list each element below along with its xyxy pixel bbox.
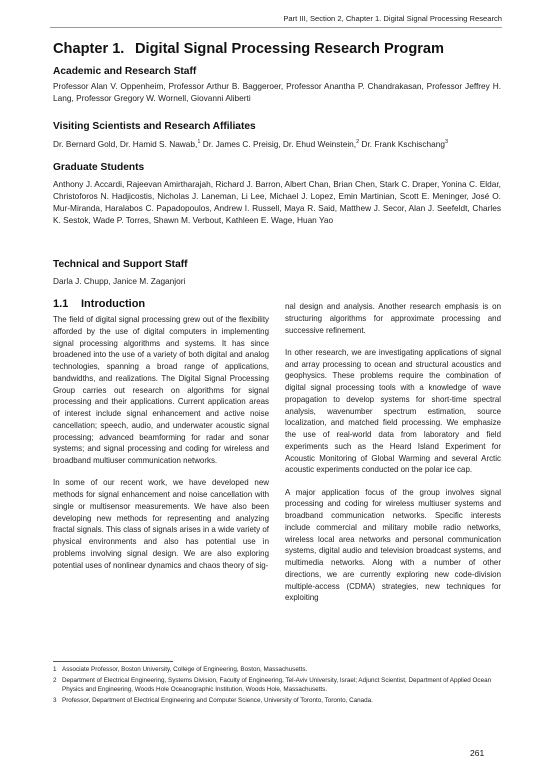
visiting-names-part-2: Dr. James C. Preisig, Dr. Ehud Weinstein, bbox=[200, 138, 357, 149]
right-paragraph-2: In other research, we are investigating applications of signal and array processing to ocean and structural acoustics and geophysics. These problems require the combination of digital signal processing tools with a knowledge of wave propagation to develop systems for short-time spectral analysis, wavenumber spectrum estimation, source localization, and matched field processing. We emphasize the use of real-world data from laboratory and field experiments such as the Heard Island Experiment for Acoustic Monitoring of Global Warming and several Arctic acoustic experiments conducted on the polar ice cap. bbox=[285, 347, 501, 475]
footnotes bbox=[53, 665, 501, 707]
footnote-text: Associate Professor, Boston University, College of Engineering, Boston, Massachusetts. bbox=[62, 666, 308, 673]
footnote-mark-2: 2 bbox=[356, 139, 360, 145]
footnote-number: 3 bbox=[53, 697, 57, 705]
technical-names: Darla J. Chupp, Janice M. Zaganjori bbox=[53, 276, 186, 286]
section-title bbox=[53, 298, 145, 310]
chapter-title bbox=[53, 41, 444, 57]
section-number: 1.1 bbox=[53, 298, 69, 310]
right-column bbox=[285, 301, 501, 604]
right-paragraph-3: A major application focus of the group involves signal processing and coding for wireless multiuser systems and broadband communication networks. Specific interests include commercial and military mobile radio networks, wireless local area networks and personal communication systems, digital audio and television broadcast systems, and multimedia networks. Along with a number of other directions, we are currently exploring new code-division multiple-access (CDMA) strategies, new techniques for exploiting bbox=[285, 487, 501, 603]
chapter-title-text: Digital Signal Processing Research Program bbox=[135, 41, 445, 57]
footnote-mark-1: 1 bbox=[197, 139, 201, 145]
graduate-heading: Graduate Students bbox=[53, 162, 145, 173]
technical-heading: Technical and Support Staff bbox=[53, 259, 188, 270]
left-paragraph-1: The field of digital signal processing grew out of the flexibility afforded by the use of digital computers in implementing signal processing algorithms and systems. It has since broadened into the use of a variety of both digital and analog technologies, spanning a broad range of applications, bandwidths, and realizations. The Digital Signal Processing Group carries out research on algorithms for signal processing and their applications. Current application areas of interest include signal enhancement and active noise cancellation; speech, audio, and underwater acoustic signal processing; advanced beamforming for radar and sonar systems; and signal processing and coding for wireless and broadband multiuser communication networks. bbox=[53, 315, 269, 465]
page-number: 261 bbox=[470, 748, 485, 758]
footnote-mark-3: 3 bbox=[444, 139, 449, 145]
footnote-text: Department of Electrical Engineering, Systems Division, Faculty of Engineering, Tel-Aviv University, Israel; Adjunct Scientist, Department of Applied Ocean Physics and Engineering, Woods Hole Oceanographic Institution, Woods Hole, Massachusetts. bbox=[62, 676, 492, 694]
header-rule bbox=[50, 27, 502, 28]
footnote-2 bbox=[53, 676, 501, 695]
visiting-names-part-3: Dr. Frank Kschischang bbox=[359, 138, 445, 149]
academic-staff-heading: Academic and Research Staff bbox=[53, 66, 197, 77]
running-head: Part III, Section 2, Chapter 1. Digital Signal Processing Research bbox=[283, 14, 502, 23]
footnote-rule bbox=[53, 661, 173, 662]
visiting-names bbox=[53, 136, 501, 150]
footnote-1 bbox=[53, 665, 501, 674]
graduate-names: Anthony J. Accardi, Rajeevan Amirtharajah, Richard J. Barron, Albert Chan, Brian Chen, Stark C. Draper, Yonina C. Eldar, Christoforos N. Hadjicostis, Nicholas J. Laneman, Li Lee, Michael J. Lopez, Emin Martinian, Scott E. Meninger, José O. Mur-Miranda, Haralabos C. Papadopoulos, Andrew I. Russell, Maya R. Said, Matthew J. Secor, Alan J. Seefeldt, Charles K. Sestok, Wade P. Torres, Shawn M. Verbout, Kathleen E. Wage, Huan Yao bbox=[53, 179, 501, 226]
chapter-number: Chapter 1. bbox=[53, 41, 125, 57]
left-paragraph-2: In some of our recent work, we have developed new methods for signal enhancement and noise cancellation with single or multisensor measurements. We have also been developing new methods for representing and analyzing fractal signals. This class of signals arises in a wide variety of physical environments and also has potential use in problems involving signal design. We are also exploring potential uses of nonlinear dynamics and chaos theory of sig- bbox=[53, 478, 269, 570]
visiting-heading: Visiting Scientists and Research Affiliates bbox=[53, 121, 256, 132]
academic-staff-names: Professor Alan V. Oppenheim, Professor Arthur B. Baggeroer, Professor Anantha P. Chandrakasan, Professor Jeffrey H. Lang, Professor Gregory W. Wornell, Giovanni Aliberti bbox=[53, 81, 501, 104]
visiting-names-part-1: Dr. Bernard Gold, Dr. Hamid S. Nawab, bbox=[53, 138, 198, 149]
footnote-text: Professor, Department of Electrical Engineering and Computer Science, University of Toronto, Toronto, Canada. bbox=[62, 697, 373, 705]
left-column bbox=[53, 314, 269, 571]
right-paragraph-1: nal design and analysis. Another research emphasis is on structuring algorithms for approximate processing and successive refinement. bbox=[285, 302, 501, 335]
section-title-text: Introduction bbox=[81, 298, 146, 310]
footnote-number: 2 bbox=[53, 676, 57, 684]
footnote-number: 1 bbox=[53, 666, 57, 673]
footnote-3 bbox=[53, 696, 501, 705]
